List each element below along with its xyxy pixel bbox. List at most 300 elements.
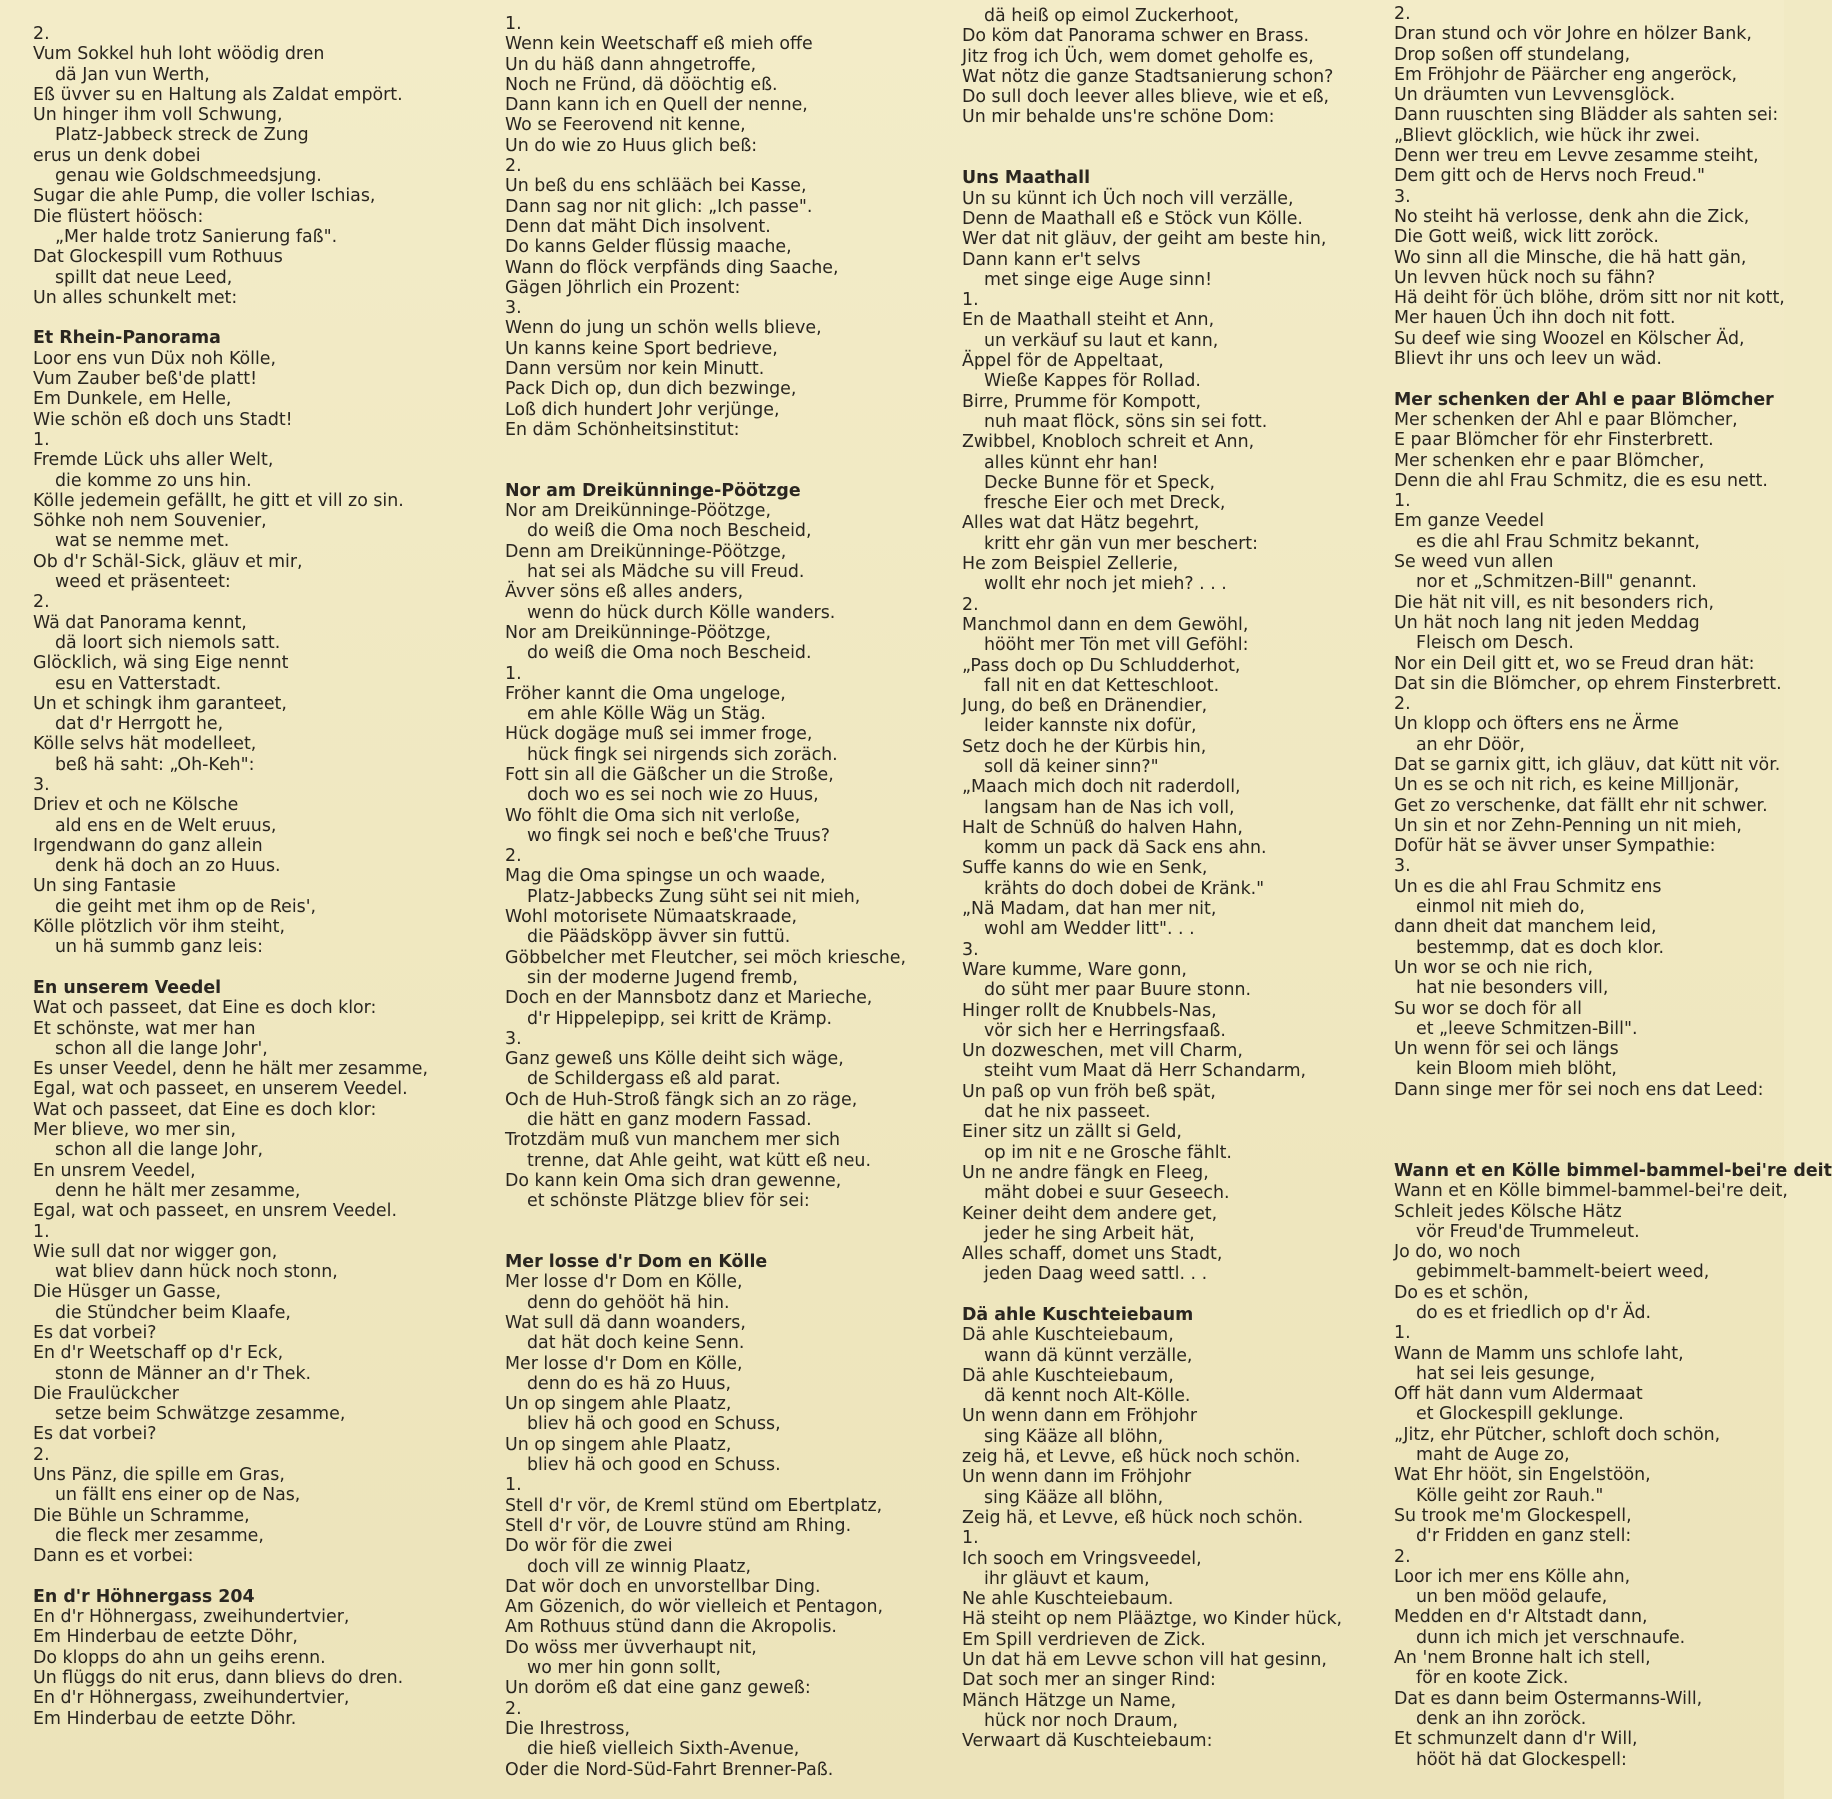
lyric-line: vör Freud'de Trummeleut.: [1416, 1221, 1640, 1242]
lyric-line: Su trook me'm Glockespell,: [1394, 1505, 1632, 1526]
lyric-line: vör sich her e Herringsfaaß.: [984, 1020, 1226, 1041]
lyric-line: Do wör för die zwei: [505, 1536, 673, 1557]
lyric-line: Wenn do jung un schön wells blieve,: [505, 318, 822, 339]
lyric-line: komm un pack dä Sack ens ahn.: [984, 838, 1267, 859]
lyric-line: Am Rothuus stünd dann die Akropolis.: [505, 1617, 837, 1638]
lyric-line: Die Ihrestross,: [505, 1718, 631, 1739]
lyric-line: Un wenn dann em Fröhjohr: [962, 1406, 1198, 1427]
lyric-line: Loß dich hundert Johr verjünge,: [505, 399, 780, 420]
lyric-line: Ganz geweß uns Kölle deiht sich wäge,: [505, 1049, 844, 1070]
verse-number: 3.: [1394, 186, 1411, 207]
lyric-line: wollt ehr noch jet mieh? . . .: [984, 574, 1227, 595]
lyric-line: Söhke noh nem Souvenier,: [33, 511, 267, 532]
lyric-line: En unsrem Veedel,: [33, 1160, 196, 1181]
lyric-line: sin der moderne Jugend fremb,: [527, 967, 798, 988]
lyric-line: wo mer hin gonn sollt,: [527, 1658, 722, 1679]
song-title: Uns Maathall: [962, 168, 1091, 189]
lyric-line: Uns Pänz, die spille em Gras,: [33, 1465, 285, 1486]
lyric-line: „Mer halde trotz Sanierung faß".: [55, 226, 338, 247]
verse-number: 2.: [1394, 694, 1411, 715]
lyric-line: leider kannste nix dofür,: [984, 716, 1197, 737]
lyric-line: die komme zo uns hin.: [55, 470, 252, 491]
lyric-line: Un es die ahl Frau Schmitz ens: [1394, 876, 1662, 897]
lyric-line: Do wöss mer üvverhaupt nit,: [505, 1637, 757, 1658]
lyric-line: Göbbelcher met Fleutcher, sei möch kriesche,: [505, 947, 906, 968]
lyric-line: dä heiß op eimol Zuckerhoot,: [984, 6, 1240, 26]
lyric-line: „Nä Madam, dat han mer nit,: [962, 899, 1217, 920]
lyric-line: ald ens en de Welt eruus,: [55, 815, 277, 836]
lyric-line: Fleisch om Desch.: [1416, 633, 1574, 654]
lyric-line: genau wie Goldschmeedsjung.: [55, 166, 322, 187]
lyric-line: et Glockespill geklunge.: [1416, 1404, 1624, 1425]
verse-number: 3.: [1394, 856, 1411, 877]
lyric-line: Alles schaff, domet uns Stadt,: [962, 1244, 1223, 1265]
lyric-line: denn do es hä zo Huus,: [527, 1373, 732, 1394]
lyric-line: hat sei leis gesunge,: [1416, 1363, 1596, 1384]
lyric-line: erus un denk dobei: [33, 145, 201, 166]
lyric-line: Es dat vorbei?: [33, 1424, 157, 1445]
lyric-line: Un dräumten vun Levvensglöck.: [1394, 85, 1676, 106]
lyric-line: bliev hä och good en Schuss,: [527, 1414, 781, 1435]
lyric-line: jeden Daag weed sattl. . .: [984, 1264, 1208, 1285]
lyric-line: fall nit en dat Ketteschloot.: [984, 675, 1220, 696]
lyric-line: Schleit jedes Kölsche Hätz: [1394, 1201, 1622, 1222]
lyric-line: Hück dogäge muß sei immer froge,: [505, 724, 813, 745]
lyric-line: esu en Vatterstadt.: [55, 673, 222, 694]
lyric-line: En d'r Höhnergass, zweihundertvier,: [33, 1688, 350, 1709]
verse-number: 2.: [505, 846, 522, 867]
lyric-line: Eß üvver su en Haltung als Zaldat empört.: [33, 84, 403, 105]
lyric-line: zeig hä, et Levve, eß hück noch schön.: [962, 1447, 1301, 1468]
lyric-line: Sugar die ahle Pump, die voller Ischias,: [33, 186, 376, 207]
verse-number: 3.: [505, 298, 522, 319]
lyric-line: Un ne andre fängk en Fleeg,: [962, 1162, 1209, 1183]
lyric-line: et schönste Plätzge bliev för sei:: [527, 1191, 810, 1212]
lyric-line: bestemmp, dat es doch klor.: [1416, 937, 1665, 958]
blank-line: [962, 128, 1342, 148]
lyric-line: Em Fröhjohr de Päärcher eng angeröck,: [1394, 64, 1738, 85]
lyric-line: Un wenn för sei och längs: [1394, 1039, 1619, 1060]
lyric-line: Halt de Schnüß do halven Hahn,: [962, 817, 1243, 838]
lyric-line: Dann sag nor nit glich: „Ich passe".: [505, 196, 813, 217]
lyric-line: Mer losse d'r Dom en Kölle,: [505, 1272, 743, 1293]
lyric-line: Wann de Mamm uns schlofe laht,: [1394, 1343, 1684, 1364]
lyric-line: Trotzdäm muß vun manchem mer sich: [505, 1130, 841, 1151]
verse-number: 2.: [505, 1698, 522, 1719]
lyric-line: Drop soßen off stundelang,: [1394, 44, 1631, 65]
verse-number: 3.: [962, 939, 979, 960]
lyric-line: Oder die Nord-Süd-Fahrt Brenner-Paß.: [505, 1759, 834, 1780]
lyric-line: Keiner deiht dem andere get,: [962, 1203, 1218, 1224]
lyric-line: He zom Beispiel Zellerie,: [962, 554, 1179, 575]
lyric-line: die fleck mer zesamme,: [55, 1525, 264, 1546]
lyric-line: schon all die lange Johr',: [55, 1038, 268, 1059]
verse-number: 2.: [33, 592, 50, 613]
lyric-line: Denn wer treu em Levve zesamme steiht,: [1394, 146, 1759, 167]
blank-line: [962, 1285, 1342, 1305]
lyric-line: Un wor se och nie rich,: [1394, 957, 1594, 978]
lyric-line: Es dat vorbei?: [33, 1323, 157, 1343]
lyric-line: Se weed vun allen: [1394, 552, 1554, 573]
lyric-line: Un paß op vun fröh beß spät,: [962, 1081, 1216, 1102]
lyric-line: es die ahl Frau Schmitz bekannt,: [1416, 531, 1700, 552]
blank-line: [505, 1212, 906, 1232]
lyric-line: Egal, wat och passeet, en unserem Veedel.: [33, 1079, 408, 1100]
lyric-line: soll dä keiner sinn?": [984, 756, 1159, 777]
lyric-line: Vum Sokkel huh loht wöödig dren: [33, 44, 325, 65]
lyric-line: Wo sinn all die Minsche, die hä hatt gän,: [1394, 247, 1747, 268]
lyric-line: hööt hä dat Glockespell:: [1416, 1749, 1627, 1770]
lyric-line: Stell d'r vör, de Louvre stünd am Rhing.: [505, 1515, 852, 1536]
lyric-line: hat sei als Mädche su vill Freud.: [527, 562, 805, 583]
blank-line: [505, 1232, 906, 1252]
lyric-line: Wieße Kappes för Rollad.: [984, 371, 1201, 392]
blank-line: [1394, 1100, 1832, 1120]
lyric-line: Do kanns Gelder flüssig maache,: [505, 237, 792, 258]
lyric-line: Un su künnt ich Üch noch vill verzälle,: [962, 188, 1294, 209]
lyric-line: Wat och passeet, dat Eine es doch klor:: [33, 1099, 377, 1120]
lyric-line: Un es se och nit rich, es keine Milljonär,: [1394, 775, 1740, 796]
text-column-1: [33, 24, 428, 1729]
lyric-line: dann dheit dat manchem leid,: [1394, 917, 1657, 938]
text-column-4: [1394, 4, 1832, 1770]
lyric-line: Un du häß dann ahngetroffe,: [505, 54, 757, 75]
blank-line: [33, 308, 428, 328]
lyric-line: Do sull doch leever alles blieve, wie et eß,: [962, 87, 1330, 108]
lyric-line: Verwaart dä Kuschteiebaum:: [962, 1731, 1213, 1752]
lyric-line: kritt ehr gän vun mer beschert:: [984, 533, 1258, 554]
lyric-line: denk hä doch an zo Huus.: [55, 856, 281, 877]
lyric-line: Un alles schunkelt met:: [33, 287, 238, 308]
lyric-line: Denn de Maathall eß e Stöck vun Kölle.: [962, 208, 1303, 229]
lyric-line: sing Kääze all blöhn,: [984, 1487, 1164, 1508]
verse-number: 1.: [33, 429, 50, 450]
lyric-line: Dran stund och vör Johre en hölzer Bank,: [1394, 24, 1752, 45]
lyric-line: Denn dat mäht Dich insolvent.: [505, 216, 771, 237]
lyric-line: Setz doch he der Kürbis hin,: [962, 736, 1207, 757]
lyric-line: Nor am Dreikünninge-Pöötzge,: [505, 622, 771, 643]
lyric-line: hück nor noch Draum,: [984, 1710, 1179, 1731]
lyric-line: Hinger rollt de Knubbels-Nas,: [962, 1000, 1217, 1021]
lyric-line: Nor am Dreikünninge-Pöötzge,: [505, 501, 771, 522]
lyric-line: Wo föhlt die Oma sich nit verloße,: [505, 805, 801, 826]
lyric-line: un ben mööd gelaufe,: [1416, 1587, 1608, 1608]
verse-number: 1.: [505, 663, 522, 684]
lyric-line: die hätt en ganz modern Fassad.: [527, 1110, 812, 1131]
lyric-line: Nor ein Deil gitt et, wo se Freud dran hät:: [1394, 653, 1755, 674]
lyric-line: steiht vum Maat dä Herr Schandarm,: [984, 1061, 1307, 1082]
lyric-line: Wohl motorisete Nümaatskraade,: [505, 907, 797, 928]
lyric-line: Mer schenken ehr e paar Blömcher,: [1394, 450, 1705, 471]
song-title: Mer schenken der Ahl e paar Blömcher: [1394, 389, 1774, 410]
lyric-line: un fällt ens einer op de Nas,: [55, 1485, 301, 1506]
lyric-line: an ehr Döör,: [1416, 734, 1525, 755]
lyric-line: do es et friedlich op d'r Äd.: [1416, 1303, 1652, 1323]
lyric-line: Mer losse d'r Dom en Kölle,: [505, 1353, 743, 1374]
lyric-line: hück fingk sei nirgends sich zoräch.: [527, 744, 838, 765]
lyric-line: Un mir behalde uns're schöne Dom:: [962, 107, 1275, 128]
lyric-line: Do es et schön,: [1394, 1282, 1529, 1303]
lyric-line: dat hät doch keine Senn.: [527, 1333, 745, 1354]
lyric-line: Do klopps do ahn un geihs erenn.: [33, 1647, 326, 1668]
lyric-line: die hieß vielleich Sixth-Avenue,: [527, 1739, 800, 1760]
lyric-line: Et schönste, wat mer han: [33, 1018, 256, 1039]
lyric-line: doch vill ze winnig Plaatz,: [527, 1556, 752, 1577]
lyric-line: wenn do hück durch Kölle wanders.: [527, 602, 836, 623]
lyric-line: Wat och passeet, dat Eine es doch klor:: [33, 998, 377, 1019]
lyric-line: Irgendwann do ganz allein: [33, 835, 263, 856]
lyric-line: die geiht met ihm op de Reis',: [55, 896, 317, 917]
song-title: En unserem Veedel: [33, 977, 222, 998]
lyric-line: Un hinger ihm voll Schwung,: [33, 105, 283, 126]
lyric-line: Blievt ihr uns och leev un wäd.: [1394, 349, 1662, 370]
lyric-line: „Pass doch op Du Schludderhot,: [962, 655, 1241, 676]
lyric-line: Egal, wat och passeet, en unsrem Veedel.: [33, 1201, 397, 1222]
lyric-line: Die flüstert höösch:: [33, 206, 204, 227]
lyric-line: Wenn kein Weetschaff eß mieh offe: [505, 34, 813, 55]
lyric-line: Loor ich mer ens Kölle ahn,: [1394, 1566, 1631, 1587]
lyric-line: Driev et och ne Kölsche: [33, 795, 239, 816]
lyric-line: för en koote Zick.: [1416, 1668, 1569, 1689]
lyric-line: do weiß die Oma noch Bescheid,: [527, 521, 812, 542]
lyric-line: Dann kann er't selvs: [962, 249, 1141, 270]
lyric-line: denn he hält mer zesamme,: [55, 1180, 301, 1201]
lyric-line: Un beß du ens schlääch bei Kasse,: [505, 176, 807, 197]
lyric-line: Wie sull dat nor wigger gon,: [33, 1241, 278, 1262]
lyric-line: schon all die lange Johr,: [55, 1140, 264, 1161]
lyric-line: ihr gläuvt et kaum,: [984, 1568, 1150, 1589]
lyric-line: nor et „Schmitzen-Bill" genannt.: [1416, 572, 1697, 593]
lyric-line: Wer dat nit gläuv, der geiht am beste hin,: [962, 229, 1327, 250]
lyric-line: En d'r Weetschaff op d'r Eck,: [33, 1343, 284, 1364]
lyric-line: Fröher kannt die Oma ungeloge,: [505, 683, 786, 704]
lyric-line: Un do wie zo Huus glich beß:: [505, 135, 758, 156]
lyric-line: gebimmelt-bammelt-beiert weed,: [1416, 1262, 1710, 1283]
lyric-line: dä kennt noch Alt-Kölle.: [984, 1386, 1191, 1407]
blank-line: [33, 1567, 428, 1587]
lyric-line: Dofür hät se ävver unser Sympathie:: [1394, 836, 1716, 857]
lyric-line: Un hät noch lang nit jeden Meddag: [1394, 612, 1700, 633]
lyric-line: einmol nit mieh do,: [1416, 897, 1585, 918]
lyric-line: Un kanns keine Sport bedrieve,: [505, 338, 778, 359]
lyric-line: setze beim Schwätzge zesamme,: [55, 1404, 346, 1425]
lyric-line: jeder he sing Arbeit hät,: [984, 1223, 1195, 1244]
lyric-line: Wo se Feerovend nit kenne,: [505, 115, 746, 136]
lyric-line: wohl am Wedder litt". . .: [984, 919, 1195, 940]
lyric-line: stonn de Männer an d'r Thek.: [55, 1363, 312, 1384]
lyric-line: Manchmol dann en dem Gewöhl,: [962, 614, 1249, 635]
lyric-line: Get zo verschenke, dat fällt ehr nit schwer.: [1394, 795, 1768, 816]
lyric-line: Em Dunkele, em Helle,: [33, 389, 232, 410]
lyric-line: Loor ens vun Düx noh Kölle,: [33, 348, 277, 369]
lyric-line: d'r Fridden en ganz stell:: [1416, 1526, 1632, 1547]
lyric-line: langsam han de Nas ich voll,: [984, 797, 1235, 818]
lyric-line: En däm Schönheitsinstitut:: [505, 419, 740, 440]
lyric-line: bliev hä och good en Schuss.: [527, 1455, 781, 1476]
lyric-line: met singe eige Auge sinn!: [984, 269, 1213, 290]
lyric-line: op im nit e ne Grosche fählt.: [984, 1142, 1232, 1163]
lyric-line: Dann ruuschten sing Blädder als sahten sei:: [1394, 105, 1779, 126]
lyric-line: Un klopp och öfters ens ne Ärme: [1394, 714, 1679, 735]
lyric-line: d'r Hippelepipp, sei kritt de Krämp.: [527, 1008, 833, 1029]
lyric-line: Wann et en Kölle bimmel-bammel-bei're deit,: [1394, 1181, 1788, 1202]
lyric-line: Och de Huh-Stroß fängk sich an zo räge,: [505, 1089, 858, 1110]
lyric-line: Mer schenken der Ahl e paar Blömcher,: [1394, 409, 1738, 430]
verse-number: 1.: [505, 1475, 522, 1496]
lyric-line: de Schildergass eß ald parat.: [527, 1069, 781, 1090]
verse-number: 2.: [1394, 4, 1411, 24]
lyric-line: Hä deiht för üch blöhe, dröm sitt nor nit kott,: [1394, 288, 1785, 309]
lyric-line: Dann singe mer för sei noch ens dat Leed:: [1394, 1079, 1764, 1100]
lyric-line: E paar Blömcher för ehr Finsterbrett.: [1394, 430, 1714, 451]
lyric-line: Em ganze Veedel: [1394, 511, 1545, 532]
lyric-line: Su deef wie sing Woozel en Kölscher Äd,: [1394, 328, 1745, 349]
lyric-line: denk an ihn zoröck.: [1416, 1708, 1587, 1729]
verse-number: 3.: [33, 774, 50, 795]
lyric-line: Un sing Fantasie: [33, 876, 176, 897]
lyric-line: Dat Glockespill vum Rothuus: [33, 247, 283, 268]
lyric-line: wat bliev dann hück noch stonn,: [55, 1262, 338, 1283]
lyric-line: Denn am Dreikünninge-Pöötzge,: [505, 541, 787, 562]
lyric-line: Alles wat dat Hätz begehrt,: [962, 513, 1200, 534]
lyric-line: Off hät dann vum Aldermaat: [1394, 1384, 1643, 1405]
blank-line: [505, 461, 906, 481]
lyric-line: Vum Zauber beß'de platt!: [33, 369, 258, 390]
lyric-line: Hä steiht op nem Plääztge, wo Kinder hück,: [962, 1609, 1343, 1630]
lyric-line: Einer sitz un zällt si Geld,: [962, 1122, 1182, 1143]
lyric-line: do süht mer paar Buure stonn.: [984, 980, 1252, 1001]
lyric-line: Ware kumme, Ware gonn,: [962, 959, 1187, 980]
lyric-line: Jitz frog ich Üch, wem domet geholfe es,: [962, 46, 1314, 67]
lyric-line: Die Bühle un Schramme,: [33, 1505, 250, 1526]
lyric-line: wat se nemme met.: [55, 531, 230, 552]
text-column-3: [962, 6, 1342, 1752]
lyric-line: Die Gott weiß, wick litt zoröck.: [1394, 227, 1659, 248]
lyric-line: En de Maathall steiht et Ann,: [962, 310, 1215, 331]
lyric-line: Mer blieve, wo mer sin,: [33, 1120, 236, 1141]
lyric-line: Am Gözenich, do wör vielleich et Pentagon,: [505, 1597, 884, 1618]
verse-number: 1.: [1394, 1323, 1411, 1344]
lyric-line: Birre, Prumme för Kompott,: [962, 391, 1201, 412]
lyric-line: hat nie besonders vill,: [1416, 978, 1609, 999]
lyric-line: Un flüggs do nit erus, dann blievs do dren.: [33, 1668, 404, 1689]
lyric-line: Ne ahle Kuschteiebaum.: [962, 1589, 1174, 1610]
blank-line: [1394, 1141, 1832, 1161]
lyric-line: An 'nem Bronne halt ich stell,: [1394, 1648, 1651, 1669]
verse-number: 1.: [1394, 491, 1411, 512]
lyric-line: Em Hinderbau de eetzte Döhr,: [33, 1627, 298, 1648]
lyric-line: Dann kann ich en Quell der nenne,: [505, 95, 808, 116]
lyric-line: Wie schön eß doch uns Stadt!: [33, 409, 293, 430]
lyric-line: Ob d'r Schäl-Sick, gläuv et mir,: [33, 551, 303, 572]
lyric-line: wo fingk sei noch e beß'che Truus?: [527, 825, 830, 846]
lyric-line: Dann es et vorbei:: [33, 1546, 194, 1567]
verse-number: 2.: [33, 24, 50, 44]
blank-line: [1394, 369, 1832, 389]
lyric-line: Die Fraulückcher: [33, 1383, 179, 1404]
lyric-line: et „leeve Schmitzen-Bill".: [1416, 1018, 1638, 1039]
verse-number: 1.: [962, 1528, 979, 1549]
lyric-line: „Maach mich doch nit raderdoll,: [962, 777, 1241, 798]
lyric-line: spillt dat neue Leed,: [55, 267, 233, 288]
lyric-line: wann dä künnt verzälle,: [984, 1345, 1193, 1366]
lyric-line: Stell d'r vör, de Kreml stünd om Ebertplatz,: [505, 1495, 883, 1516]
lyric-line: Do köm dat Panorama schwer en Brass.: [962, 26, 1309, 47]
lyric-line: Et schmunzelt dann d'r Will,: [1394, 1729, 1638, 1750]
lyric-line: em ahle Kölle Wäg un Stäg.: [527, 704, 766, 725]
lyric-line: denn do gehööt hä hin.: [527, 1292, 730, 1313]
blank-line: [505, 440, 906, 460]
lyric-line: Gägen Jöhrlich ein Prozent:: [505, 277, 741, 298]
lyric-line: weed et präsenteet:: [55, 572, 231, 593]
lyric-line: Un dat hä em Levve schon vill hat gesinn,: [962, 1650, 1327, 1671]
lyric-line: dä Jan vun Werth,: [55, 64, 210, 85]
lyric-line: Wat sull dä dann woanders,: [505, 1313, 746, 1333]
lyric-line: un verkäuf su laut et kann,: [984, 330, 1219, 351]
song-title: Nor am Dreikünninge-Pöötzge: [505, 480, 801, 501]
lyric-line: dunn ich mich jet verschnaufe.: [1416, 1627, 1686, 1648]
lyric-line: Denn die ahl Frau Schmitz, die es esu nett.: [1394, 470, 1768, 491]
lyric-line: Un wenn dann im Fröhjohr: [962, 1467, 1192, 1488]
lyric-line: No steiht hä verlosse, denk ahn die Zick,: [1394, 206, 1750, 227]
lyric-line: dä loort sich niemols satt.: [55, 632, 281, 653]
lyric-line: Noch ne Fründ, dä dööchtig eß.: [505, 74, 778, 95]
lyric-line: die Päädsköpp ävver sin futtü.: [527, 927, 791, 948]
lyric-line: Zeig hä, et Levve, eß hück noch schön.: [962, 1507, 1304, 1528]
lyric-line: „Blievt glöcklich, wie hück ihr zwei.: [1394, 125, 1701, 146]
lyric-line: Platz-Jabbecks Zung süht sei nit mieh,: [527, 886, 861, 907]
lyric-line: Kölle geiht zor Rauh.": [1416, 1485, 1604, 1506]
lyric-line: Dat sin die Blömcher, op ehrem Finsterbrett.: [1394, 673, 1782, 694]
lyric-line: En d'r Höhnergass, zweihundertvier,: [33, 1607, 350, 1628]
lyric-line: alles künnt ehr han!: [984, 452, 1159, 473]
verse-number: 2.: [33, 1444, 50, 1465]
lyric-line: Glöcklich, wä sing Eige nennt: [33, 653, 289, 674]
lyric-line: Un doröm eß dat eine ganz geweß:: [505, 1678, 811, 1699]
text-column-2: [505, 14, 906, 1780]
lyric-line: Un op singem ahle Plaatz,: [505, 1394, 732, 1415]
lyric-line: Wat nötz die ganze Stadtsanierung schon?: [962, 66, 1334, 87]
lyric-line: Suffe kanns do wie en Senk,: [962, 858, 1208, 879]
blank-line: [1394, 1120, 1832, 1140]
lyric-line: Em Hinderbau de eetzte Döhr.: [33, 1708, 297, 1729]
lyric-line: Kölle selvs hät modelleet,: [33, 734, 257, 755]
lyric-line: kein Bloom mieh blöht,: [1416, 1059, 1617, 1080]
lyric-line: Dat es dann beim Ostermanns-Will,: [1394, 1688, 1703, 1709]
lyric-line: Dat soch mer an singer Rind:: [962, 1670, 1216, 1691]
lyric-line: Mer hauen Üch ihn doch nit fott.: [1394, 308, 1676, 329]
lyric-line: die Stündcher beim Klaafe,: [55, 1302, 291, 1323]
lyric-line: sing Kääze all blöhn,: [984, 1426, 1164, 1447]
lyric-line: fresche Eier och met Dreck,: [984, 493, 1226, 514]
lyric-line: Dä ahle Kuschteiebaum,: [962, 1325, 1174, 1346]
lyric-line: Dann versüm nor kein Minutt.: [505, 359, 765, 380]
lyric-line: Doch en der Mannsbotz danz et Marieche,: [505, 988, 873, 1009]
lyric-line: dat he nix passeet.: [984, 1102, 1151, 1123]
lyric-line: un hä summb ganz leis:: [55, 937, 263, 958]
blank-line: [33, 958, 428, 978]
lyric-line: Do kann kein Oma sich dran gewenne,: [505, 1170, 842, 1191]
lyric-line: „Jitz, ehr Pütcher, schloft doch schön,: [1394, 1424, 1721, 1445]
lyric-line: Jung, do beß en Dränendier,: [962, 696, 1208, 717]
song-title: Dä ahle Kuschteiebaum: [962, 1305, 1194, 1325]
lyric-line: Un dozweschen, met vill Charm,: [962, 1041, 1243, 1062]
lyric-line: Mänch Hätzge un Name,: [962, 1690, 1177, 1711]
lyric-line: Medden en d'r Altstadt dann,: [1394, 1607, 1648, 1628]
lyric-line: Wä dat Panorama kennt,: [33, 612, 247, 633]
lyric-line: maht de Auge zo,: [1416, 1445, 1570, 1466]
lyric-line: Su wor se doch för all: [1394, 998, 1582, 1019]
